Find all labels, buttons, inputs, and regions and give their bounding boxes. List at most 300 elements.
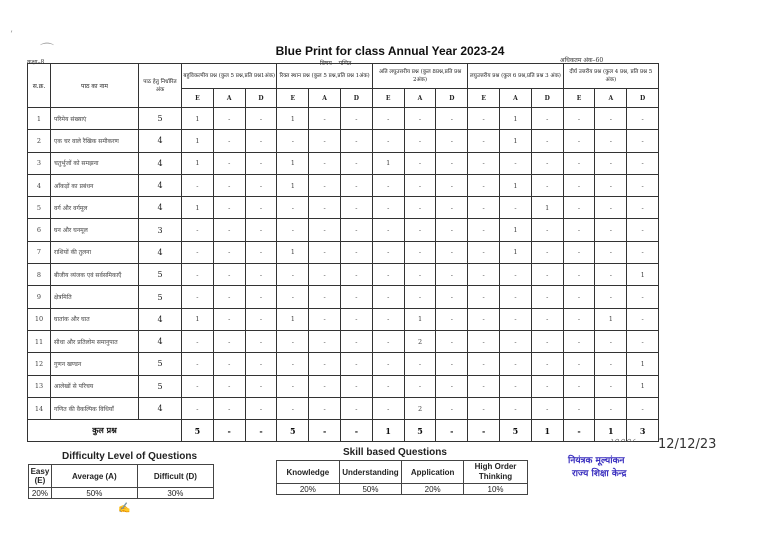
row-cell: -	[563, 330, 595, 352]
row-marks: 4	[139, 397, 182, 419]
skills-value-hot: 10%	[464, 484, 528, 495]
row-cell: -	[436, 375, 468, 397]
row-cell: -	[309, 130, 341, 152]
difficulty-header-average: Average (A)	[51, 465, 137, 488]
row-cell: -	[468, 330, 500, 352]
row-sno: 2	[28, 130, 51, 152]
row-cell: -	[309, 330, 341, 352]
row-cell: -	[372, 197, 404, 219]
row-chapter: परिमेय संख्याएं	[51, 108, 139, 130]
row-cell: -	[468, 397, 500, 419]
row-cell: -	[563, 397, 595, 419]
row-cell: 1	[277, 108, 309, 130]
row-cell: -	[595, 152, 627, 174]
row-cell: -	[500, 152, 532, 174]
row-cell: -	[277, 330, 309, 352]
row-cell: -	[213, 397, 245, 419]
row-cell: -	[595, 353, 627, 375]
row-cell: -	[468, 219, 500, 241]
row-cell: -	[213, 174, 245, 196]
header-level: A	[309, 89, 341, 108]
row-marks: 4	[139, 241, 182, 263]
row-cell: -	[595, 241, 627, 263]
row-cell: -	[182, 286, 214, 308]
skills-value-understanding: 50%	[339, 484, 402, 495]
row-cell: 1	[500, 241, 532, 263]
row-cell: -	[341, 353, 373, 375]
header-level: A	[213, 89, 245, 108]
skills-header-application: Application	[402, 461, 464, 484]
row-cell: -	[436, 308, 468, 330]
row-cell: -	[500, 353, 532, 375]
row-cell: 1	[500, 219, 532, 241]
row-chapter: क्षेत्रमिति	[51, 286, 139, 308]
table-row	[28, 152, 659, 174]
skills-value-application: 20%	[402, 484, 464, 495]
difficulty-title: Difficulty Level of Questions	[62, 451, 198, 462]
row-cell: -	[182, 375, 214, 397]
row-cell: -	[595, 397, 627, 419]
row-marks: 4	[139, 330, 182, 352]
row-marks: 4	[139, 174, 182, 196]
total-cell: 3	[627, 420, 659, 442]
row-sno: 14	[28, 397, 51, 419]
stamp-line-1: नियंत्रक मूल्यांकन	[568, 456, 625, 466]
row-cell: -	[468, 197, 500, 219]
row-cell: -	[309, 241, 341, 263]
row-cell: -	[500, 308, 532, 330]
row-sno: 9	[28, 286, 51, 308]
row-cell: -	[341, 375, 373, 397]
row-cell: -	[531, 241, 563, 263]
row-cell: -	[500, 264, 532, 286]
row-cell: -	[563, 286, 595, 308]
row-cell: -	[563, 130, 595, 152]
row-cell: -	[372, 174, 404, 196]
row-cell: -	[468, 174, 500, 196]
row-cell: -	[627, 108, 659, 130]
row-cell: -	[404, 174, 436, 196]
row-cell: -	[182, 397, 214, 419]
row-cell: -	[341, 241, 373, 263]
row-sno: 1	[28, 108, 51, 130]
row-cell: 1	[500, 130, 532, 152]
row-cell: 1	[372, 152, 404, 174]
row-cell: -	[468, 353, 500, 375]
row-cell: -	[563, 264, 595, 286]
row-cell: 1	[182, 197, 214, 219]
difficulty-value-difficult: 30%	[137, 488, 213, 499]
row-cell: -	[627, 197, 659, 219]
row-cell: -	[309, 152, 341, 174]
total-cell: -	[563, 420, 595, 442]
row-cell: -	[500, 397, 532, 419]
row-marks: 4	[139, 152, 182, 174]
table-row	[28, 375, 659, 397]
row-cell: -	[531, 152, 563, 174]
row-cell: -	[627, 241, 659, 263]
difficulty-value-average: 50%	[51, 488, 137, 499]
row-cell: -	[309, 375, 341, 397]
row-cell: -	[245, 219, 277, 241]
total-cell: 5	[182, 420, 214, 442]
header-level: E	[468, 89, 500, 108]
row-sno: 11	[28, 330, 51, 352]
row-cell: -	[372, 286, 404, 308]
row-cell: -	[436, 197, 468, 219]
row-chapter: सीधा और प्रतिलोम समानुपात	[51, 330, 139, 352]
row-cell: -	[372, 308, 404, 330]
row-cell: -	[595, 174, 627, 196]
row-cell: -	[404, 286, 436, 308]
row-cell: -	[595, 130, 627, 152]
stamp-line-2: राज्य शिक्षा केन्द्र	[572, 469, 627, 479]
row-cell: 1	[182, 152, 214, 174]
signature-initials: ✍	[118, 503, 131, 514]
total-cell: -	[468, 420, 500, 442]
difficulty-header-difficult: Difficult (D)	[137, 465, 213, 488]
row-cell: -	[595, 286, 627, 308]
row-marks: 5	[139, 353, 182, 375]
row-sno: 6	[28, 219, 51, 241]
skills-header-hot: High Order Thinking	[464, 461, 528, 484]
row-cell: -	[627, 330, 659, 352]
row-cell: -	[595, 197, 627, 219]
margin-mark: ʼ	[10, 30, 13, 39]
row-cell: -	[182, 174, 214, 196]
row-cell: -	[595, 375, 627, 397]
row-cell: -	[436, 130, 468, 152]
row-cell: -	[372, 375, 404, 397]
row-cell: 1	[182, 308, 214, 330]
header-level: D	[436, 89, 468, 108]
document-title: Blue Print for class Annual Year 2023-24	[275, 44, 505, 58]
row-cell: -	[182, 264, 214, 286]
row-cell: -	[182, 241, 214, 263]
row-cell: -	[213, 130, 245, 152]
row-cell: -	[245, 308, 277, 330]
row-cell: -	[372, 108, 404, 130]
row-marks: 5	[139, 108, 182, 130]
table-row	[28, 330, 659, 352]
header-level: E	[563, 89, 595, 108]
total-cell: 5	[277, 420, 309, 442]
total-cell: -	[245, 420, 277, 442]
header-marks: पाठ हेतु निर्धारित अंक	[139, 64, 182, 108]
row-sno: 12	[28, 353, 51, 375]
row-cell: -	[213, 330, 245, 352]
row-cell: -	[309, 197, 341, 219]
table-row	[28, 264, 659, 286]
row-cell: -	[245, 197, 277, 219]
header-sno: स.क्र.	[28, 64, 51, 108]
row-cell: -	[595, 330, 627, 352]
header-level: E	[372, 89, 404, 108]
header-level: D	[341, 89, 373, 108]
row-cell: -	[309, 219, 341, 241]
row-chapter: घातांक और घात	[51, 308, 139, 330]
row-chapter: बीजीय व्यंजक एवं सर्वसमिकाएँ	[51, 264, 139, 286]
difficulty-table	[28, 464, 214, 499]
row-cell: -	[309, 397, 341, 419]
header-chapter: पाठ का नाम	[51, 64, 139, 108]
row-cell: -	[627, 219, 659, 241]
row-cell: -	[468, 241, 500, 263]
row-cell: -	[563, 152, 595, 174]
row-cell: -	[531, 108, 563, 130]
table-row	[28, 353, 659, 375]
difficulty-header-easy: Easy (E)	[29, 465, 52, 488]
row-cell: -	[595, 219, 627, 241]
row-cell: 1	[531, 197, 563, 219]
row-cell: -	[627, 152, 659, 174]
row-cell: -	[309, 286, 341, 308]
header-group-mcq: बहुविकल्पीय प्रश्न (कुल 5 प्रश्न,प्रति प्रश्न1अंक)	[182, 64, 277, 89]
row-cell: -	[563, 174, 595, 196]
row-cell: -	[213, 108, 245, 130]
row-cell: -	[213, 286, 245, 308]
row-chapter: वर्ग और वर्गमूल	[51, 197, 139, 219]
row-cell: 1	[595, 308, 627, 330]
row-cell: -	[309, 264, 341, 286]
skills-value-knowledge: 20%	[277, 484, 340, 495]
row-cell: -	[341, 108, 373, 130]
row-cell: -	[404, 152, 436, 174]
row-cell: -	[436, 108, 468, 130]
total-label: कुल प्रश्न	[28, 420, 182, 442]
row-sno: 3	[28, 152, 51, 174]
signature: 〰〰	[610, 434, 635, 448]
row-cell: -	[245, 174, 277, 196]
class-label: कक्षा–8	[27, 59, 45, 66]
row-cell: -	[468, 130, 500, 152]
row-sno: 10	[28, 308, 51, 330]
row-cell: -	[277, 353, 309, 375]
row-cell: -	[213, 308, 245, 330]
row-cell: -	[213, 353, 245, 375]
row-cell: -	[182, 219, 214, 241]
row-cell: -	[182, 353, 214, 375]
row-cell: -	[436, 241, 468, 263]
row-cell: -	[372, 397, 404, 419]
row-sno: 7	[28, 241, 51, 263]
row-cell: 1	[277, 174, 309, 196]
row-cell: 1	[277, 241, 309, 263]
row-cell: -	[309, 108, 341, 130]
skills-title: Skill based Questions	[343, 447, 447, 458]
row-cell: -	[213, 152, 245, 174]
header-group-long: दीर्घ उत्तरीय प्रश्न (कुल 4 प्रश्न, प्रति प्रश्न 5 अंक)	[563, 64, 658, 89]
row-cell: 1	[182, 130, 214, 152]
row-cell: -	[595, 108, 627, 130]
row-marks: 5	[139, 375, 182, 397]
row-marks: 4	[139, 308, 182, 330]
row-cell: -	[531, 330, 563, 352]
row-cell: -	[500, 197, 532, 219]
row-chapter: राशियों की तुलना	[51, 241, 139, 263]
row-cell: -	[341, 308, 373, 330]
row-cell: 2	[404, 397, 436, 419]
row-cell: -	[563, 108, 595, 130]
table-row	[28, 241, 659, 263]
official-stamp	[568, 455, 626, 481]
header-level: A	[595, 89, 627, 108]
row-cell: -	[531, 308, 563, 330]
row-cell: 1	[277, 152, 309, 174]
row-cell: -	[531, 264, 563, 286]
difficulty-value-easy: 20%	[29, 488, 52, 499]
row-cell: -	[436, 397, 468, 419]
row-cell: -	[182, 330, 214, 352]
row-cell: -	[404, 219, 436, 241]
row-cell: -	[372, 130, 404, 152]
row-cell: -	[245, 108, 277, 130]
row-cell: -	[531, 375, 563, 397]
row-cell: -	[245, 152, 277, 174]
row-sno: 13	[28, 375, 51, 397]
total-cell: 5	[500, 420, 532, 442]
table-row	[28, 197, 659, 219]
row-cell: -	[309, 174, 341, 196]
header-level: A	[404, 89, 436, 108]
row-cell: -	[531, 286, 563, 308]
header-group-short: लघुउत्तरीय प्रश्न (कुल 6 प्रश्न,प्रति प्रश्न 3 अंक)	[468, 64, 563, 89]
row-cell: -	[213, 264, 245, 286]
row-cell: -	[531, 174, 563, 196]
row-cell: -	[531, 397, 563, 419]
row-cell: -	[468, 264, 500, 286]
row-cell: -	[563, 219, 595, 241]
row-chapter: गणित की वैकल्पिक विधियाँ	[51, 397, 139, 419]
row-cell: -	[404, 241, 436, 263]
row-cell: -	[245, 353, 277, 375]
row-cell: -	[341, 264, 373, 286]
row-cell: 2	[404, 330, 436, 352]
row-cell: -	[277, 375, 309, 397]
row-cell: -	[563, 197, 595, 219]
row-cell: -	[436, 219, 468, 241]
table-row	[28, 308, 659, 330]
row-cell: -	[404, 130, 436, 152]
row-cell: -	[531, 130, 563, 152]
row-cell: -	[627, 130, 659, 152]
row-cell: 1	[500, 108, 532, 130]
row-cell: -	[468, 375, 500, 397]
row-cell: -	[372, 264, 404, 286]
row-cell: -	[277, 264, 309, 286]
row-marks: 4	[139, 130, 182, 152]
skills-header-knowledge: Knowledge	[277, 461, 340, 484]
row-cell: -	[341, 152, 373, 174]
row-cell: -	[245, 375, 277, 397]
table-row	[28, 130, 659, 152]
skills-header-understanding: Understanding	[339, 461, 402, 484]
row-cell: -	[595, 264, 627, 286]
total-cell: 1	[372, 420, 404, 442]
total-cell: 5	[404, 420, 436, 442]
table-row	[28, 219, 659, 241]
row-cell: -	[404, 375, 436, 397]
row-cell: 1	[500, 174, 532, 196]
table-row	[28, 108, 659, 130]
header-group-very-short: अति लघुउत्तरीय प्रश्न (कुल 8प्रश्न,प्रति प्रश्न 2अंक)	[372, 64, 467, 89]
row-cell: -	[372, 241, 404, 263]
row-cell: -	[468, 308, 500, 330]
table-row	[28, 397, 659, 419]
header-level: E	[277, 89, 309, 108]
row-cell: -	[277, 197, 309, 219]
row-cell: -	[341, 330, 373, 352]
row-cell: -	[468, 108, 500, 130]
total-cell: -	[213, 420, 245, 442]
total-row	[28, 420, 659, 442]
total-cell: 1	[595, 420, 627, 442]
row-cell: -	[436, 152, 468, 174]
row-cell: -	[277, 397, 309, 419]
header-group-fill-blanks: रिक्त स्थान प्रश्न (कुल 5 प्रश्न,प्रति प्रश्न 1अंक)	[277, 64, 372, 89]
row-cell: 1	[277, 308, 309, 330]
row-cell: -	[277, 130, 309, 152]
row-cell: -	[563, 353, 595, 375]
row-cell: -	[531, 353, 563, 375]
subject-label: विषय – गणित	[320, 60, 352, 67]
blueprint-table	[27, 63, 659, 442]
row-sno: 5	[28, 197, 51, 219]
row-cell: -	[436, 174, 468, 196]
row-cell: -	[341, 397, 373, 419]
row-cell: -	[627, 286, 659, 308]
row-cell: -	[436, 353, 468, 375]
row-cell: -	[277, 219, 309, 241]
handwritten-mark: ⌒	[40, 43, 54, 59]
row-cell: -	[245, 264, 277, 286]
row-cell: -	[213, 219, 245, 241]
signature-date: 12/12/23	[658, 437, 717, 452]
row-cell: -	[404, 353, 436, 375]
row-marks: 5	[139, 286, 182, 308]
row-cell: -	[213, 375, 245, 397]
row-cell: -	[500, 330, 532, 352]
row-cell: -	[627, 308, 659, 330]
total-cell: -	[436, 420, 468, 442]
row-cell: -	[404, 108, 436, 130]
row-marks: 4	[139, 197, 182, 219]
row-cell: -	[500, 286, 532, 308]
row-cell: -	[372, 219, 404, 241]
row-cell: -	[563, 241, 595, 263]
row-sno: 8	[28, 264, 51, 286]
row-cell: -	[500, 375, 532, 397]
row-cell: 1	[627, 264, 659, 286]
row-cell: -	[436, 264, 468, 286]
row-cell: -	[436, 286, 468, 308]
row-cell: -	[213, 197, 245, 219]
row-cell: -	[372, 353, 404, 375]
row-cell: -	[563, 308, 595, 330]
row-cell: 1	[627, 353, 659, 375]
row-marks: 3	[139, 219, 182, 241]
row-chapter: एक चर वाले रैखिक समीकरण	[51, 130, 139, 152]
row-cell: -	[436, 330, 468, 352]
header-level: D	[531, 89, 563, 108]
row-cell: -	[627, 397, 659, 419]
row-chapter: आँकड़ों का प्रबंधन	[51, 174, 139, 196]
row-cell: -	[404, 264, 436, 286]
table-row	[28, 174, 659, 196]
total-cell: -	[309, 420, 341, 442]
header-level: E	[182, 89, 214, 108]
row-cell: -	[245, 286, 277, 308]
